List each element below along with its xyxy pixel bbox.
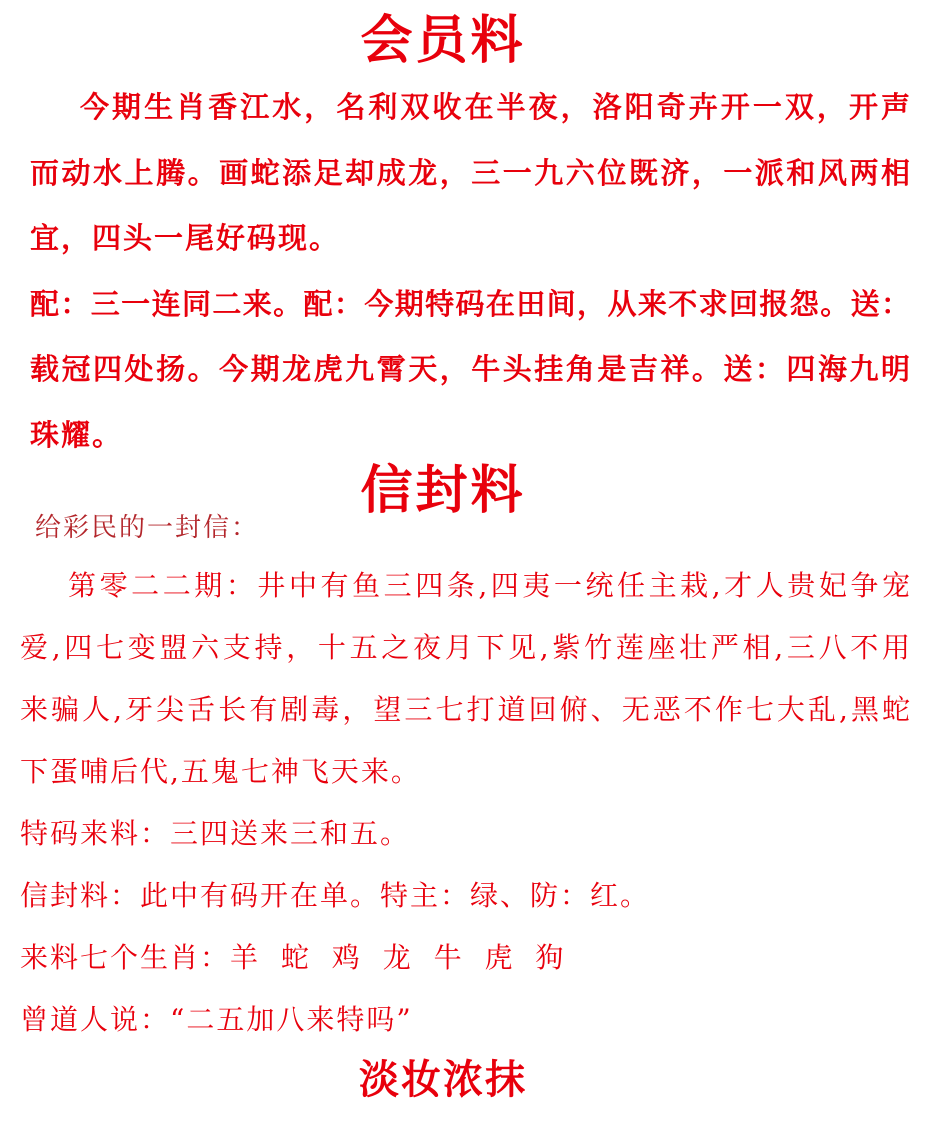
- member-section-body: [30, 75, 910, 468]
- verse-line: 而动水上腾。画蛇添足却成龙，三一九六位既济，一派和风两相: [30, 155, 910, 190]
- saying-line: 曾道人说：“二五加八来特吗”: [20, 1003, 413, 1036]
- member-section-title: 会员料: [360, 10, 526, 71]
- verse-line: 珠耀。: [30, 417, 124, 452]
- special-code-line: 特码来料：三四送来三和五。: [20, 817, 411, 850]
- letter-line: 第零二二期：井中有鱼三四条,四夷一统任主栽,才人贵妃争宠: [68, 569, 910, 602]
- verse-line: 配：三一连同二来。配：今期特码在田间，从来不求回报怨。送：: [30, 286, 910, 321]
- letter-line: 来骗人,牙尖舌长有剧毒，望三七打道回俯、无恶不作七大乱,黑蛇: [20, 693, 910, 726]
- letter-line: 下蛋哺后代,五鬼七神飞天来。: [20, 755, 421, 788]
- final-section-title: 淡妆浓抹: [359, 1056, 527, 1103]
- verse-line: 今期生肖香江水，名利双收在半夜，洛阳奇卉开一双，开声: [80, 90, 910, 124]
- verse-line: 载冠四处扬。今期龙虎九霄天，牛头挂角是吉祥。送：四海九明: [30, 352, 910, 386]
- letter-greeting: 给彩民的一封信：: [35, 513, 260, 543]
- envelope-code-line: 信封料：此中有码开在单。特主：绿、防：红。: [20, 879, 651, 912]
- letter-line: 爱,四七变盟六支持，十五之夜月下见,紫竹莲座壮严相,三八不用: [20, 631, 910, 664]
- verse-line: 宜，四头一尾好码现。: [30, 221, 341, 255]
- envelope-section-title: 信封料: [360, 460, 526, 521]
- envelope-section-body: [20, 555, 910, 1051]
- zodiac-line: 来料七个生肖：羊 蛇 鸡 龙 牛 虎 狗: [20, 941, 566, 974]
